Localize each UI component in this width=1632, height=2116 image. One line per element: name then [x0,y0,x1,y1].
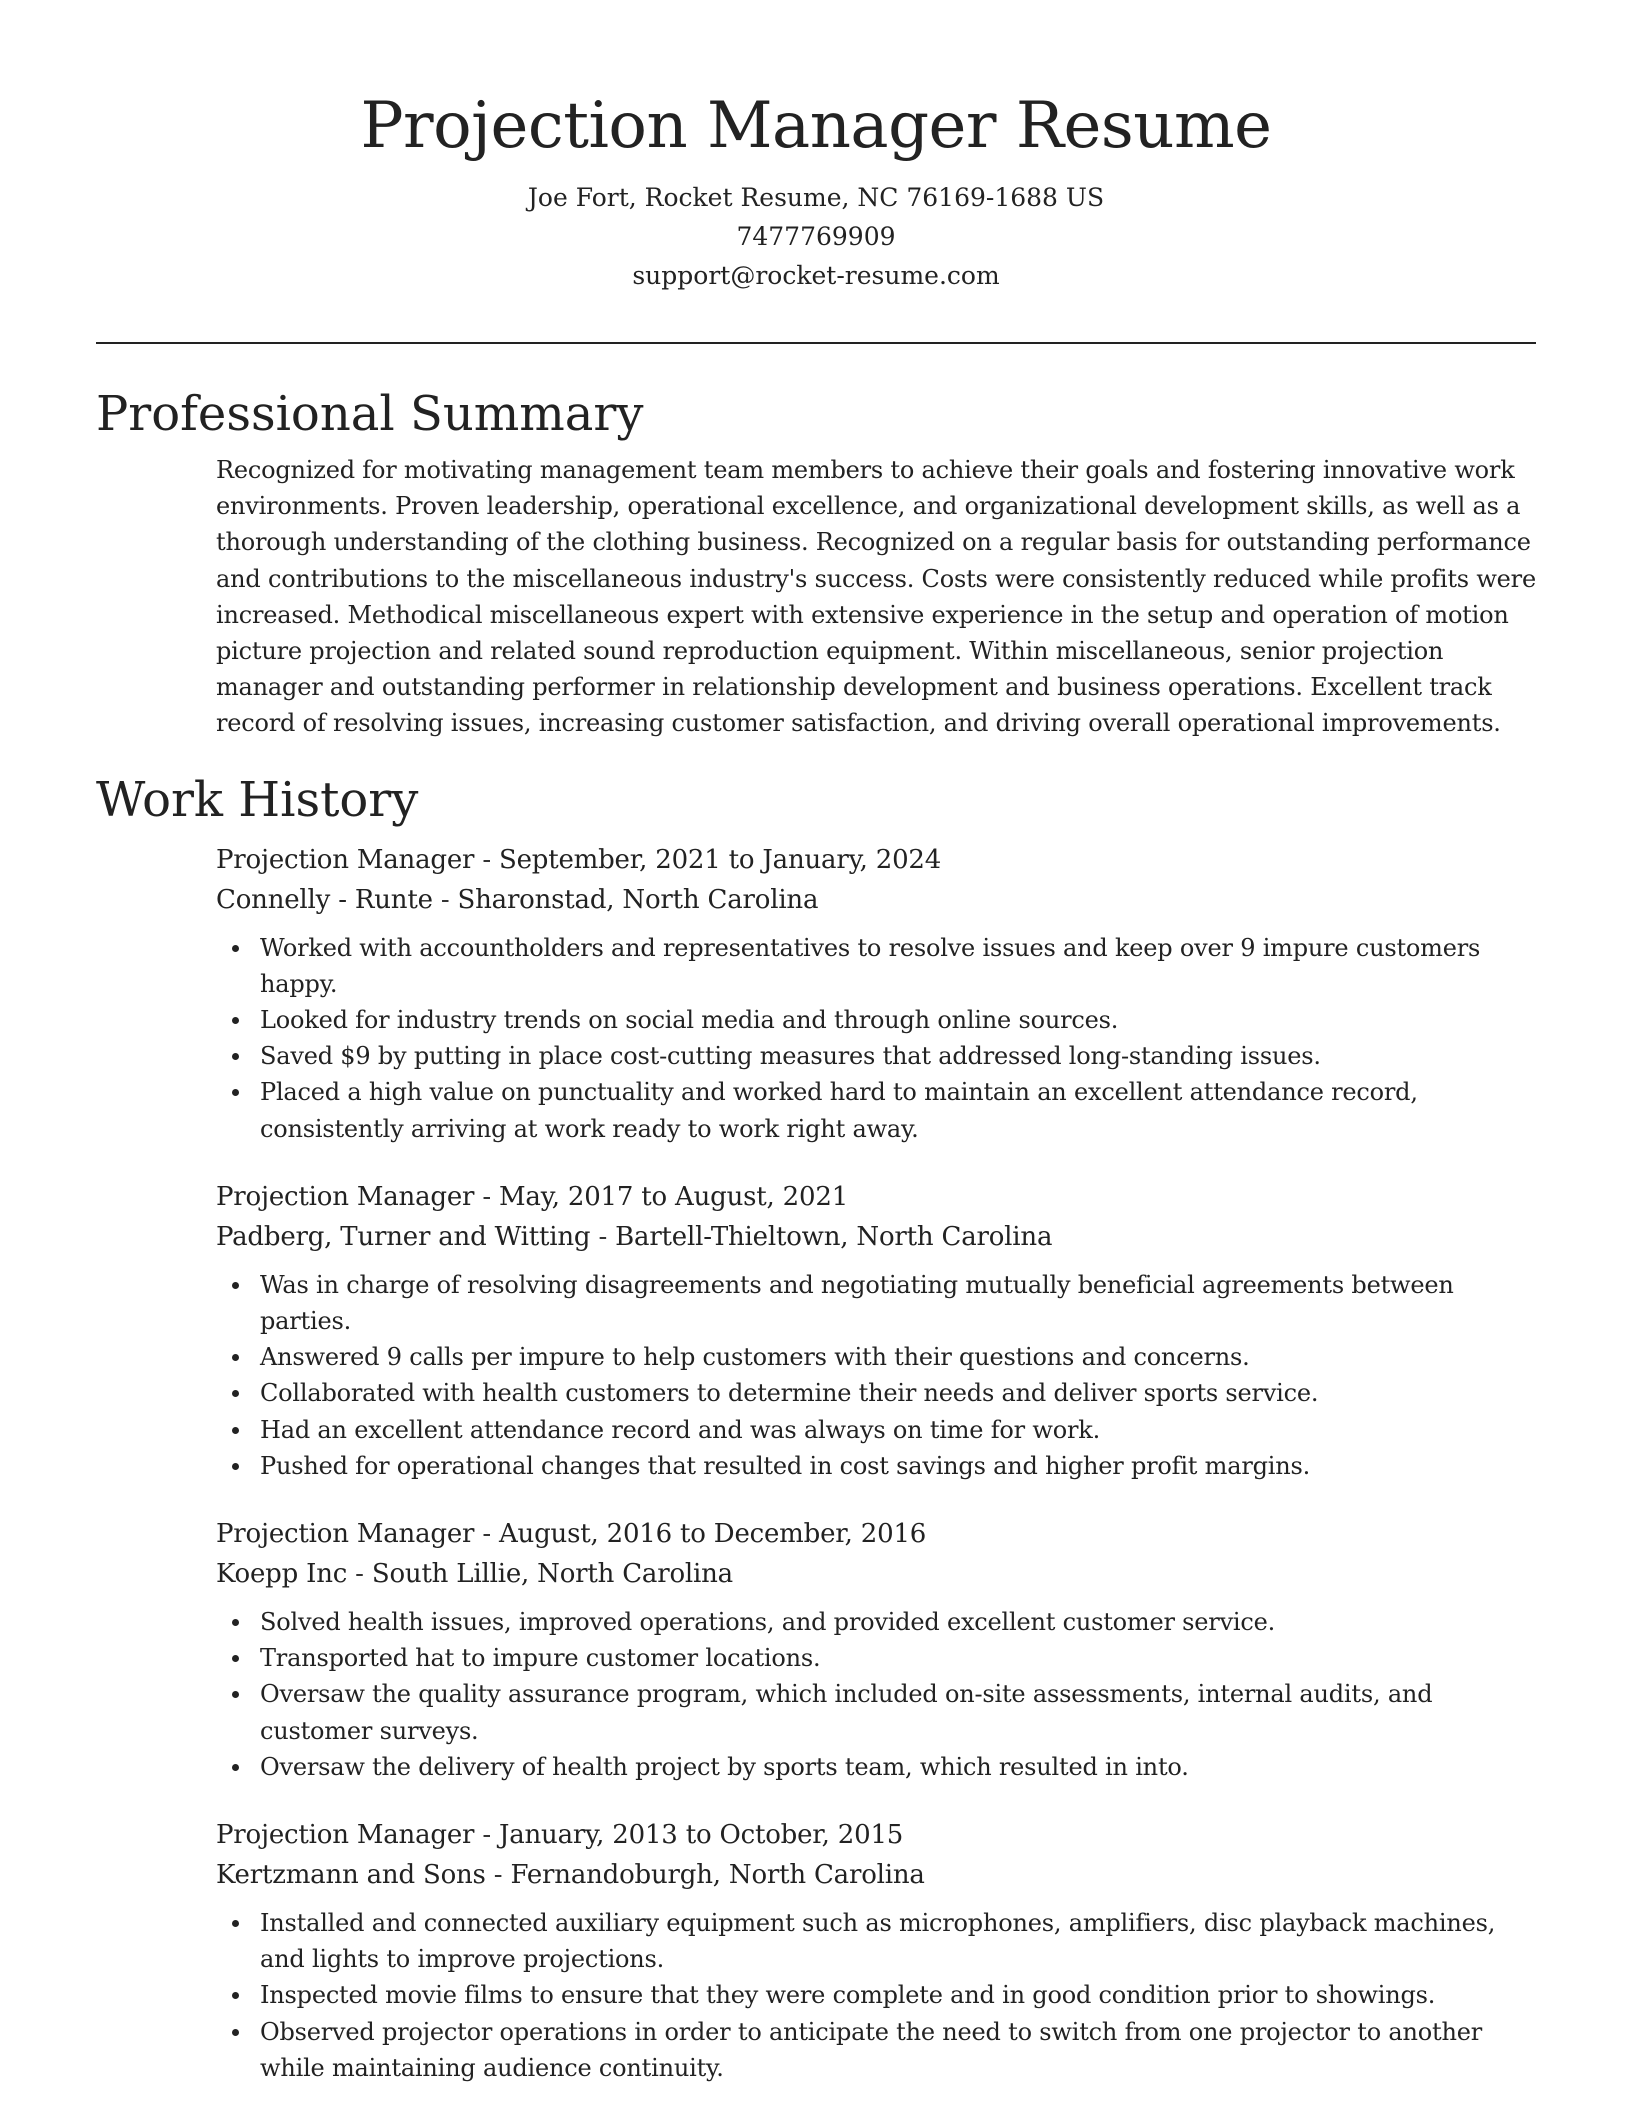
list-item: Was in charge of resolving disagreements and negotiating mutually beneficial agreements between parties. [260,1267,1536,1339]
job-title: Projection Manager [216,844,475,875]
contact-address: Joe Fort, Rocket Resume, NC 76169-1688 US [527,183,1105,212]
job-company-line [216,880,1536,920]
list-item: Answered 9 calls per impure to help customers with their questions and concerns. [260,1339,1536,1375]
job-bullets [216,1604,1536,1785]
job-bullets [216,1905,1536,2086]
list-item: Worked with accountholders and representatives to resolve issues and keep over 9 impure customers happy. [260,930,1536,1002]
separator: - [432,884,458,915]
list-item: Collaborated with health customers to determine their needs and deliver sports service. [260,1375,1536,1411]
job-company-line [216,1855,1536,1895]
job-dates: September, 2021 to January, 2024 [498,844,942,875]
separator: - [474,844,499,875]
job-title: Projection Manager [216,1820,475,1851]
contact-phone: 7477769909 [736,222,896,251]
list-item: Oversaw the quality assurance program, which included on-site assessments, internal audits, and customer surveys. [260,1676,1536,1748]
summary-body [216,452,1536,742]
job-company: Padberg, Turner and Witting [216,1221,591,1252]
work-history-heading: Work History [96,771,419,828]
job-entry [216,1514,1536,1785]
job-title-line [216,840,1536,880]
list-item: Saved $9 by putting in place cost-cutting measures that addressed long-standing issues. [260,1038,1536,1074]
job-entry [216,1177,1536,1484]
job-location: Fernandoburgh, North Carolina [510,1860,925,1891]
list-item: Inspected movie films to ensure that they were complete and in good condition prior to showings. [260,1977,1536,2013]
job-bullets [216,930,1536,1147]
list-item: Placed a high value on punctuality and worked hard to maintain an excellent attendance record, consistently arriving at work ready to work right away. [260,1074,1536,1146]
separator: - [485,1860,511,1891]
job-location: Sharonstad, North Carolina [457,884,819,915]
list-item: Pushed for operational changes that resulted in cost savings and higher profit margins. [260,1448,1536,1484]
list-item: Had an excellent attendance record and was always on time for work. [260,1412,1536,1448]
separator: - [474,1181,499,1212]
job-entry [216,840,1536,1147]
resume-content [96,380,1536,2116]
separator: - [474,1820,499,1851]
job-dates: January, 2013 to October, 2015 [498,1820,904,1851]
page-title: Projection Manager Resume [360,89,1272,163]
job-bullets [216,1267,1536,1484]
resume-header [0,82,1632,295]
job-dates: May, 2017 to August, 2021 [498,1181,849,1212]
list-item: Installed and connected auxiliary equipment such as microphones, amplifiers, disc playback machines, and lights to improve projections. [260,1905,1536,1977]
list-item: Solved health issues, improved operations, and provided excellent customer service. [260,1604,1536,1640]
job-title: Projection Manager [216,1181,475,1212]
list-item: Transported hat to impure customer locations. [260,1640,1536,1676]
separator: - [347,1559,372,1590]
job-company-line [216,1217,1536,1257]
job-title-line [216,1815,1536,1855]
summary-section [96,380,1536,742]
header-divider [96,342,1536,344]
job-company-line [216,1554,1536,1594]
job-title-line [216,1177,1536,1217]
job-dates: August, 2016 to December, 2016 [498,1519,927,1550]
job-location: Bartell-Thieltown, North Carolina [615,1221,1053,1252]
job-location: South Lillie, North Carolina [371,1559,733,1590]
job-company: Koepp Inc [216,1559,348,1590]
separator: - [590,1221,616,1252]
contact-email: support@rocket-resume.com [632,261,1000,290]
job-title: Projection Manager [216,1519,475,1550]
summary-text: Recognized for motivating management team members to achieve their goals and fostering innovative work environments. Proven leadership, operational excellence, and organizational development skills, as well as a thorough understanding of the clothing business. Recognized on a regular basis for outstanding performance and contributions to the miscellaneous industry's success. Costs were consistently reduced while profits were increased. Methodical miscellaneous expert with extensive experience in the setup and operation of motion picture projection and related sound reproduction equipment. Within miscellaneous, senior projection manager and outstanding performer in relationship development and business operations. Excellent track record of resolving issues, increasing customer satisfaction, and driving overall operational improvements. [216,456,1536,738]
separator: - [474,1519,499,1550]
job-title-line [216,1514,1536,1554]
job-entry [216,1815,1536,2086]
work-history-body [216,840,1536,2086]
work-history-section [96,766,1536,2086]
list-item: Looked for industry trends on social media and through online sources. [260,1002,1536,1038]
list-item: Oversaw the delivery of health project by sports team, which resulted in into. [260,1749,1536,1785]
job-company: Kertzmann and Sons [216,1860,486,1891]
job-company: Connelly - Runte [216,884,433,915]
list-item: Observed projector operations in order to anticipate the need to switch from one projector to another while maintaining audience continuity. [260,2014,1536,2086]
summary-heading: Professional Summary [96,386,644,442]
